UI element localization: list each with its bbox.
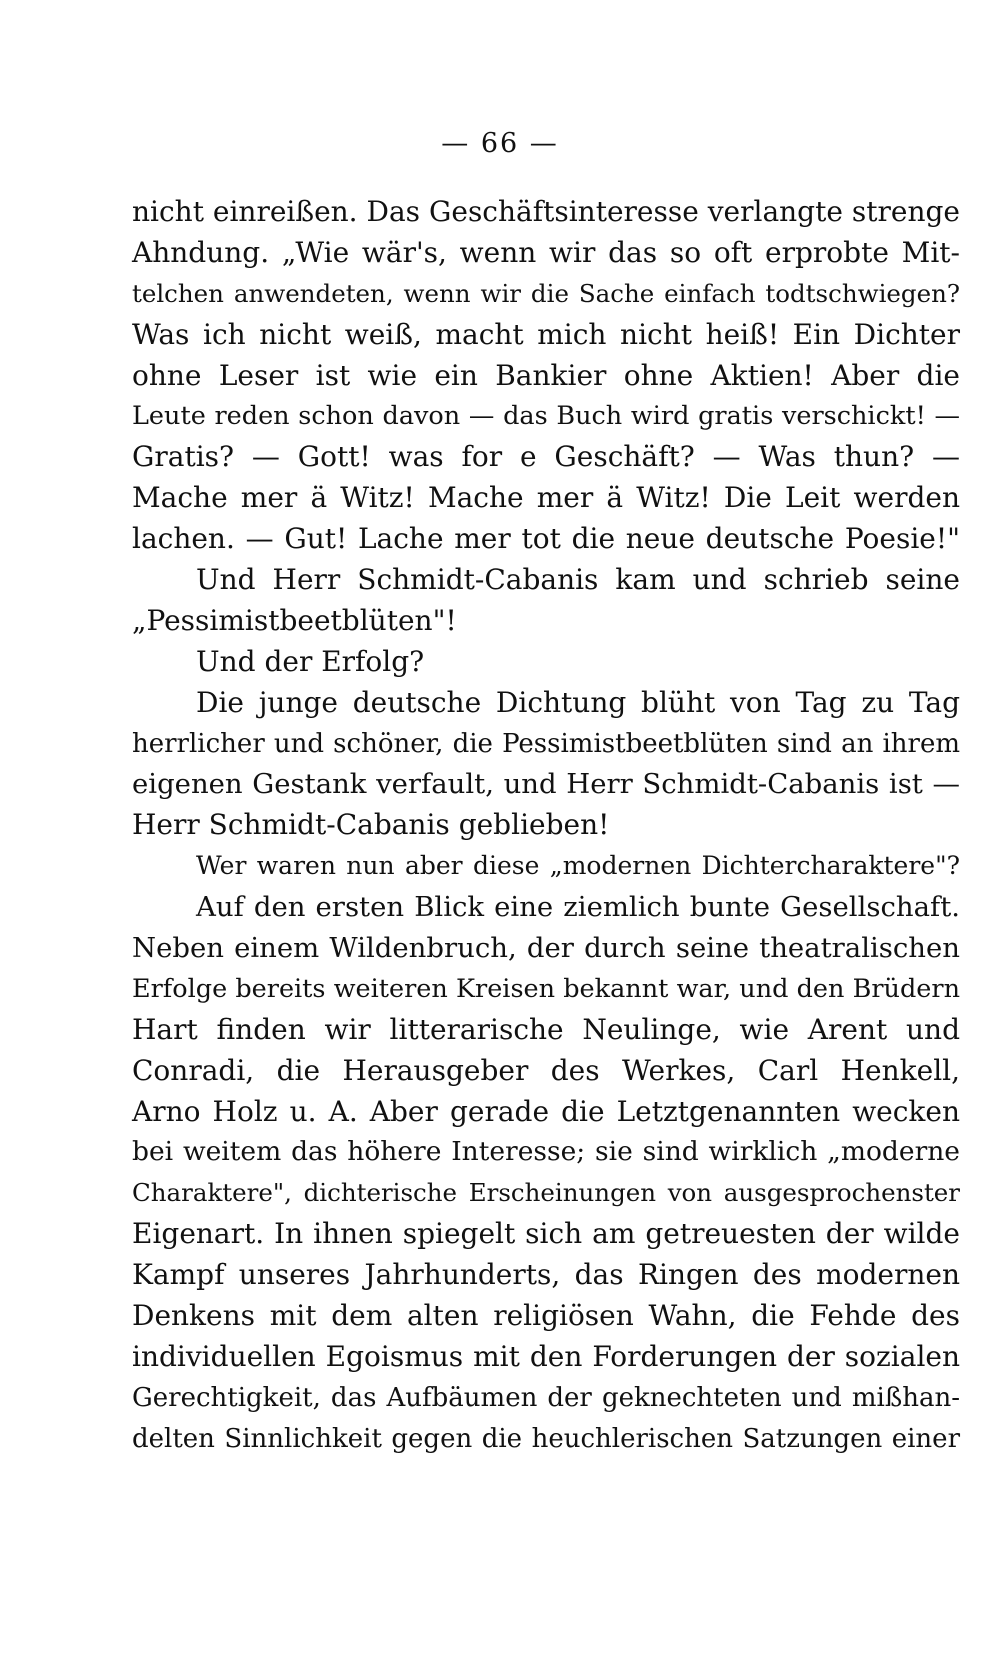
- text-line: individuellen Egoismus mit den Forderungen der sozialen: [132, 1339, 960, 1373]
- text-line: Herr Schmidt-Cabanis geblieben!: [132, 808, 610, 842]
- text-line: Auf den ersten Blick eine ziemlich bunte Gesellschaft.: [196, 891, 960, 924]
- text-line: Eigenart. In ihnen spiegelt sich am getreuesten der wilde: [132, 1217, 960, 1251]
- text-line: Ahndung. „Wie wär's, wenn wir das so oft erprobte Mit-: [132, 235, 960, 269]
- text-line: Charaktere", dichterische Erscheinungen von ausgesprochenster: [132, 1178, 960, 1208]
- text-line: Denkens mit dem alten religiösen Wahn, die Fehde des: [132, 1299, 960, 1333]
- text-line: Erfolge bereits weiteren Kreisen bekannt war, und den Brüdern: [132, 973, 960, 1004]
- text-line: Mache mer ä Witz! Mache mer ä Witz! Die Leit werden: [132, 481, 960, 515]
- text-line: eigenen Gestank verfault, und Herr Schmidt-Cabanis ist —: [132, 768, 960, 801]
- text-line: bei weitem das höhere Interesse; sie sind wirklich „moderne: [132, 1136, 960, 1168]
- text-line: herrlicher und schöner, die Pessimistbeetblüten sind an ihrem: [132, 728, 960, 759]
- text-line: Und der Erfolg?: [196, 644, 425, 678]
- text-line: Leute reden schon davon — das Buch wird gratis verschickt! —: [132, 401, 960, 432]
- text-line: „Pessimistbeetblüten"!: [132, 603, 457, 637]
- text-line: Neben einem Wildenbruch, der durch seine theatralischen: [132, 932, 960, 965]
- text-line: Die junge deutsche Dichtung blüht von Tag zu Tag: [196, 685, 960, 719]
- text-line: Und Herr Schmidt-Cabanis kam und schrieb seine: [196, 563, 960, 597]
- text-line: Kampf unseres Jahrhunderts, das Ringen des modernen: [132, 1258, 960, 1292]
- text-line: Gratis? — Gott! was for e Geschäft? — Was thun? —: [132, 440, 960, 474]
- text-line: Hart finden wir litterarische Neulinge, wie Arent und: [132, 1012, 960, 1046]
- text-line: telchen anwendeten, wenn wir die Sache einfach todtschwiegen?: [132, 278, 960, 308]
- text-line: ohne Leser ist wie ein Bankier ohne Aktien! Aber die: [132, 358, 960, 392]
- body-text: [132, 192, 960, 1460]
- text-line: Conradi, die Herausgeber des Werkes, Carl Henkell,: [132, 1053, 960, 1087]
- page-number: — 66 —: [441, 128, 559, 159]
- text-line: nicht einreißen. Das Geschäftsinteresse verlangte strenge: [132, 195, 960, 228]
- text-line: Wer waren nun aber diese „modernen Dichtercharaktere"?: [196, 851, 960, 881]
- text-line: delten Sinnlichkeit gegen die heuchlerischen Satzungen einer: [132, 1423, 960, 1454]
- text-line: Was ich nicht weiß, macht mich nicht heiß! Ein Dichter: [132, 317, 960, 351]
- text-line: Gerechtigkeit, das Aufbäumen der geknechteten und mißhan-: [132, 1382, 960, 1413]
- text-line: lachen. — Gut! Lache mer tot die neue deutsche Poesie!": [132, 522, 960, 556]
- text-line: Arno Holz u. A. Aber gerade die Letztgenannten wecken: [132, 1094, 960, 1128]
